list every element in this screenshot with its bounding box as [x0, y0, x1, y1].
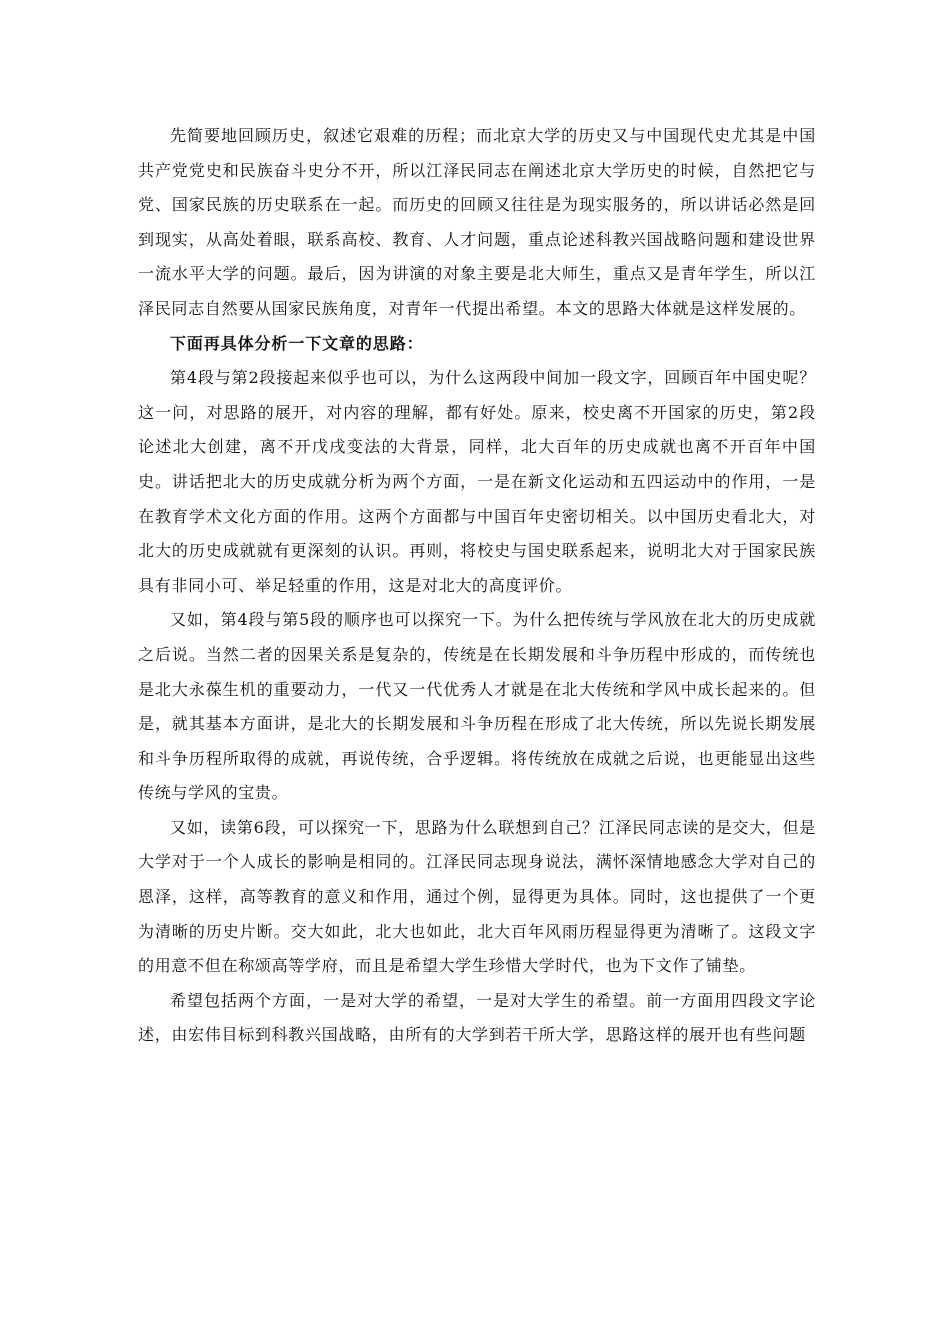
- paragraph-hopes: 希望包括两个方面，一是对大学的希望，一是对大学生的希望。前一方面用四段文字论述，由宏伟目标到科教兴国战略，由所有的大学到若干所大学，思路这样的展开也有些问题: [138, 990, 816, 1045]
- section-heading: 下面再具体分析一下文章的思路：: [170, 333, 424, 353]
- paragraph-section-4-and-2: 第4段与第2段接起来似乎也可以，为什么这两段中间加一段文字，回顾百年中国史呢？这一问，对思路的展开，对内容的理解，都有好处。原来，校史离不开国家的历史，第2段论述北大创建，离不开戊戌变法的大背景，同样，北大百年的历史成就也离不开百年中国史。讲话把北大的历史成就分析为两个方面，一是在新文化运动和五四运动中的作用，一是在教育学术文化方面的作用。这两个方面都与中国百年史密切相关。以中国历史看北大，对北大的历史成就就有更深刻的认识。再则，将校史与国史联系起来，说明北大对于国家民族具有非同小可、举足轻重的作用，这是对北大的高度评价。: [138, 368, 816, 595]
- paragraph-section-4-and-5: 又如，第4段与第5段的顺序也可以探究一下。为什么把传统与学风放在北大的历史成就之后说。当然二者的因果关系是复杂的，传统是在长期发展和斗争历程中形成的，而传统也是北大永葆生机的重要动力，一代又一代优秀人才就是在北大传统和学风中成长起来的。但是，就其基本方面讲，是北大的长期发展和斗争历程在形成了北大传统，所以先说长期发展和斗争历程所取得的成就，再说传统，合乎逻辑。将传统放在成就之后说，也更能显出这些传统与学风的宝贵。: [138, 610, 816, 803]
- paragraph-history-review: 先简要地回顾历史，叙述它艰难的历程；而北京大学的历史又与中国现代史尤其是中国共产党党史和民族奋斗史分不开，所以江泽民同志在阐述北京大学历史的时候，自然把它与党、国家民族的历史联系在一起。而历史的回顾又往往是为现实服务的，所以讲话必然是回到现实，从高处着眼，联系高校、教育、人才问题，重点论述科教兴国战略问题和建设世界一流水平大学的问题。最后，因为讲演的对象主要是北大师生，重点又是青年学生，所以江泽民同志自然要从国家民族角度，对青年一代提出希望。本文的思路大体就是这样发展的。: [138, 126, 816, 318]
- paragraph-section-6: 又如，读第6段，可以探究一下，思路为什么联想到自己？江泽民同志读的是交大，但是大学对于一个人成长的影响是相同的。江泽民同志现身说法，满怀深情地感念大学对自己的恩泽，这样，高等教育的意义和作用，通过个例，显得更为具体。同时，这也提供了一个更为清晰的历史片断。交大如此，北大也如此，北大百年风雨历程显得更为清晰了。这段文字的用意不但在称颂高等学府，而且是希望大学生珍惜大学时代，也为下文作了铺垫。: [138, 817, 816, 976]
- document-body: [138, 119, 816, 1053]
